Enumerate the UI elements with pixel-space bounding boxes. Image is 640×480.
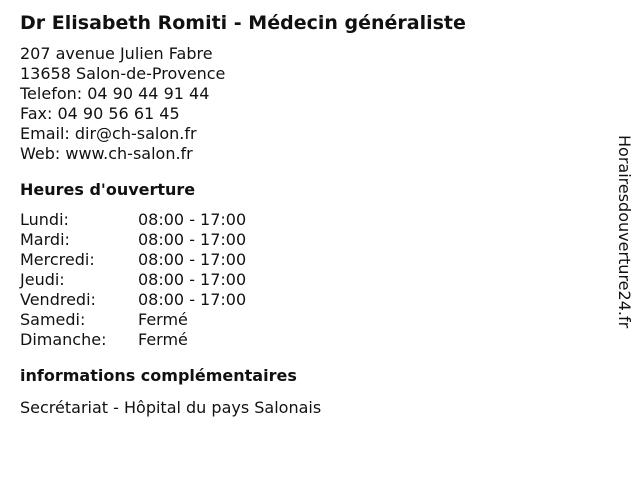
hours-day: Jeudi: <box>20 270 65 289</box>
email-text: Email: dir@ch-salon.fr <box>20 124 197 143</box>
watermark-text: Horairesdouverture24.fr <box>615 135 634 329</box>
hours-time: 08:00 - 17:00 <box>138 250 247 269</box>
hours-heading: Heures d'ouverture <box>20 180 196 199</box>
info-heading: informations complémentaires <box>20 366 297 385</box>
hours-table <box>20 210 600 350</box>
hours-day: Samedi: <box>20 310 86 329</box>
address-city: 13658 Salon-de-Provence <box>20 64 226 83</box>
address-street: 207 avenue Julien Fabre <box>20 44 213 63</box>
web-text: Web: www.ch-salon.fr <box>20 144 193 163</box>
hours-time: 08:00 - 17:00 <box>138 210 247 229</box>
watermark-side <box>612 135 636 371</box>
hours-time: 08:00 - 17:00 <box>138 230 247 249</box>
hours-day: Mardi: <box>20 230 70 249</box>
hours-time: 08:00 - 17:00 <box>138 270 247 289</box>
hours-row-jeudi <box>20 270 600 290</box>
fax-text: Fax: 04 90 56 61 45 <box>20 104 180 123</box>
hours-time: Fermé <box>138 330 188 349</box>
hours-time: Fermé <box>138 310 188 329</box>
hours-row-lundi <box>20 210 600 230</box>
page-title: Dr Elisabeth Romiti - Médecin généraliste <box>20 12 466 34</box>
address-block <box>20 44 600 164</box>
hours-day: Dimanche: <box>20 330 107 349</box>
hours-row-samedi <box>20 310 600 330</box>
hours-time: 08:00 - 17:00 <box>138 290 247 309</box>
info-text: Secrétariat - Hôpital du pays Salonais <box>20 398 322 417</box>
hours-day: Vendredi: <box>20 290 96 309</box>
content <box>20 10 600 418</box>
phone-text: Telefon: 04 90 44 91 44 <box>20 84 210 103</box>
hours-row-mercredi <box>20 250 600 270</box>
hours-row-mardi <box>20 230 600 250</box>
hours-day: Mercredi: <box>20 250 95 269</box>
hours-row-dimanche <box>20 330 600 350</box>
hours-day: Lundi: <box>20 210 69 229</box>
hours-row-vendredi <box>20 290 600 310</box>
